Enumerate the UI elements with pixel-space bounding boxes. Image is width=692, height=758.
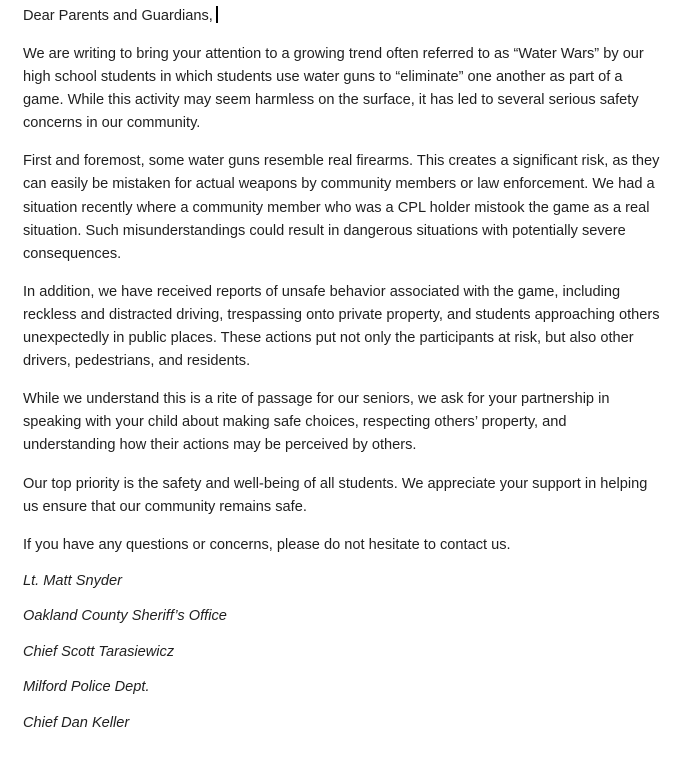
signature-name-snyder: Lt. Matt Snyder: [23, 572, 122, 589]
signature-org-sheriff: Oakland County Sheriff’s Office: [23, 608, 227, 625]
signature-org-milford: Milford Police Dept.: [23, 679, 150, 696]
paragraph-intro: We are writing to bring your attention to a growing trend often referred to as “Water Wars” by our high school students in which students use water guns to “eliminate” one another as part of a game. While this activity may seem harmless on the surface, it has led to several serious safety concerns in our community.: [23, 46, 644, 132]
paragraph-contact: If you have any questions or concerns, please do not hesitate to contact us.: [23, 536, 511, 553]
paragraph-partnership: While we understand this is a rite of passage for our seniors, we ask for your partnership in speaking with your child about making safe choices, respecting others’ property, and understanding how their actions may be perceived by others.: [23, 391, 610, 454]
signature-name-tarasiewicz: Chief Scott Tarasiewicz: [23, 643, 175, 660]
signature-block: [23, 571, 663, 733]
signature-name-keller: Chief Dan Keller: [23, 714, 130, 731]
paragraph-unsafe-behavior: In addition, we have received reports of unsafe behavior associated with the game, including reckless and distracted driving, trespassing onto private property, and students approaching others unexpectedly in public places. These actions put not only the participants at risk, but also other drivers, pedestrians, and residents.: [23, 283, 660, 370]
greeting-line: [23, 5, 663, 28]
greeting-text: Dear Parents and Guardians,: [23, 8, 213, 24]
text-cursor: [216, 6, 218, 23]
paragraph-firearms: First and foremost, some water guns resemble real firearms. This creates a significant risk, as they can easily be mistaken for actual weapons by community members or law enforcement. We had a situation recently where a community member who was a CPL holder mistook the game as a real situation. Such misunderstandings could result in dangerous situations with potentially severe consequences.: [23, 153, 660, 262]
paragraph-priority: Our top priority is the safety and well-being of all students. We appreciate your support in helping us ensure that our community remains safe.: [23, 475, 648, 515]
